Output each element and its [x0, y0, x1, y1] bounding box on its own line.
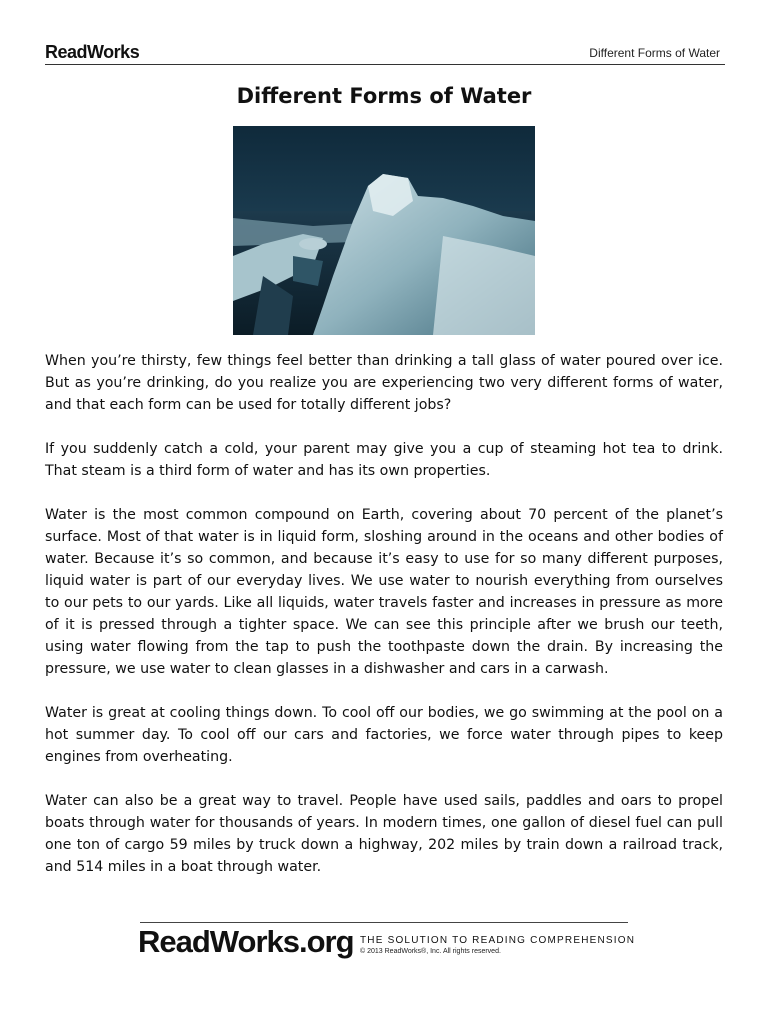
footer-divider [140, 922, 628, 923]
paragraph: Water is the most common compound on Earth, covering about 70 percent of the planet’s surface. Most of that water is in liquid form, sloshing around in the oceans and other bodies of water. Because it’s so common, and because it’s easy to use for so many different purposes, liquid water is part of our everyday lives. We use water to nourish everything from ourselves to our pets to our yards. Like all liquids, water travels faster and increases in pressure as more of it is pressed through a tighter space. We can see this principle after we brush our teeth, using water flowing from the tap to push the toothpaste down the drain. By increasing the pressure, we use water to clean glasses in a dishwasher and cars in a carwash. [45, 507, 723, 677]
paragraph: If you suddenly catch a cold, your parent may give you a cup of steaming hot tea to drink. That steam is a third form of water and has its own properties. [45, 441, 723, 479]
footer-copyright: © 2013 ReadWorks®, Inc. All rights reserved. [360, 948, 501, 955]
paragraph: Water can also be a great way to travel. People have used sails, paddles and oars to propel boats through water for thousands of years. In modern times, one gallon of diesel fuel can pull one ton of cargo 59 miles by truck down a highway, 202 miles by train down a railroad track, and 514 miles in a boat through water. [45, 793, 723, 875]
page-header [45, 40, 725, 65]
paragraph: When you’re thirsty, few things feel better than drinking a tall glass of water poured over ice. But as you’re drinking, do you realize you are experiencing two very different forms of water, and that each form can be used for totally different jobs? [45, 353, 723, 413]
page-title: Different Forms of Water [236, 84, 532, 108]
footer-logo: ReadWorks.org [138, 924, 354, 959]
ice-photo [233, 126, 535, 335]
article-body [45, 350, 723, 900]
footer-tagline: THE SOLUTION TO READING COMPREHENSION [360, 935, 636, 946]
paragraph: Water is great at cooling things down. To cool off our bodies, we go swimming at the pool on a hot summer day. To cool off our cars and factories, we force water through pipes to keep engines from overheating. [45, 705, 723, 765]
header-doc-label: Different Forms of Water [589, 46, 720, 60]
brand-logo: ReadWorks [45, 42, 140, 62]
